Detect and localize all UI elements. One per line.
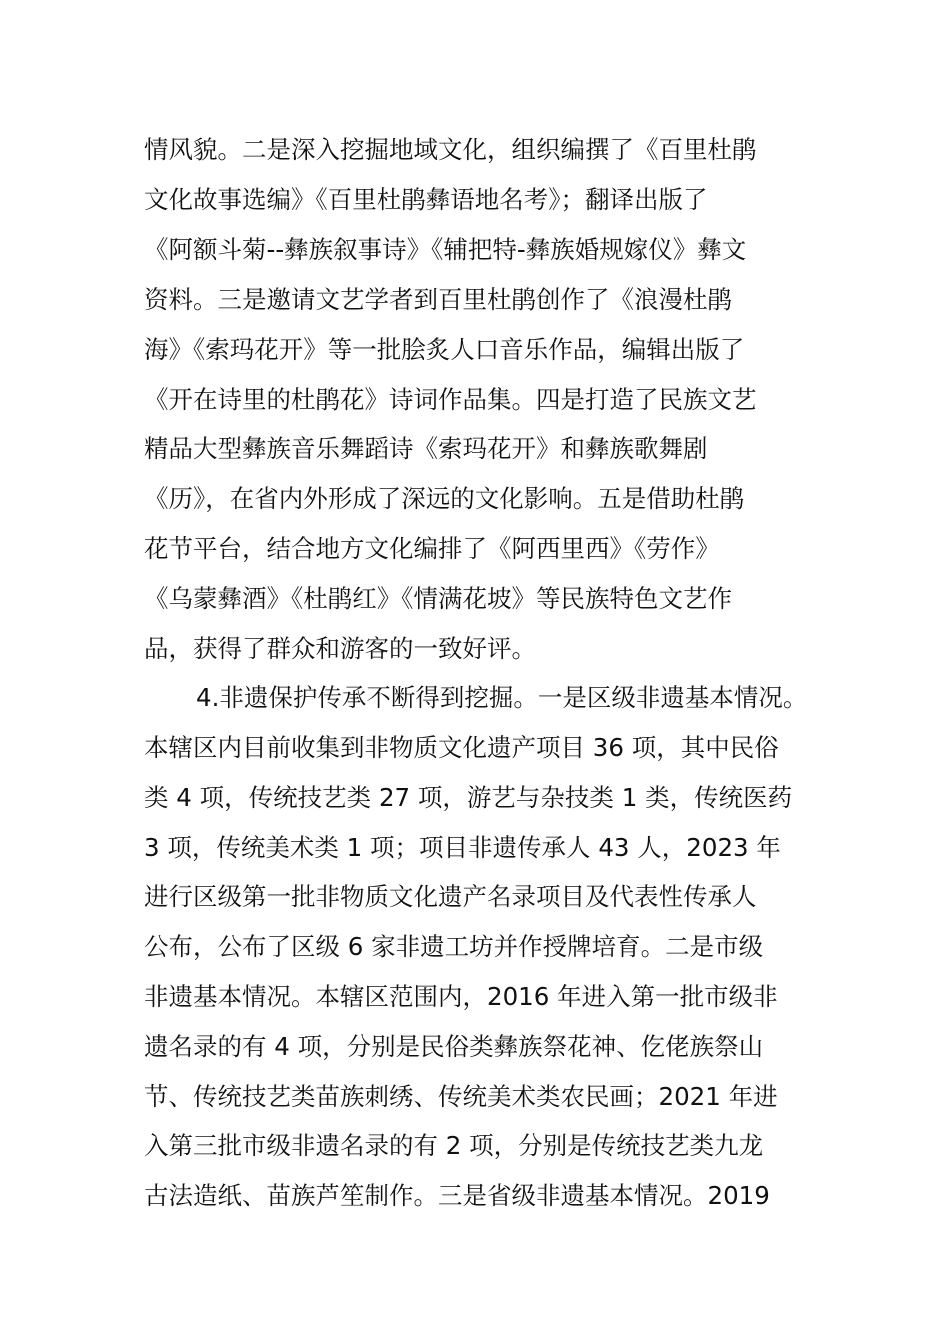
text-line: 入第三批市级非遗名录的有 2 项，分别是传统技艺类九龙 bbox=[144, 1131, 764, 1160]
text-line: 古法造纸、苗族芦笙制作。三是省级非遗基本情况。2019 bbox=[144, 1181, 770, 1210]
text-line: 资料。三是邀请文艺学者到百里杜鹃创作了《浪漫杜鹃 bbox=[144, 285, 732, 314]
text-line: 文化故事选编》《百里杜鹃彝语地名考》；翻译出版了 bbox=[144, 185, 708, 214]
text-line: 4.非遗保护传承不断得到挖掘。一是区级非遗基本情况。 bbox=[196, 683, 808, 712]
text-line: 精品大型彝族音乐舞蹈诗《索玛花开》和彝族歌舞剧 bbox=[144, 434, 708, 463]
text-line: 类 4 项，传统技艺类 27 项，游艺与杂技类 1 类，传统医药 bbox=[144, 783, 793, 812]
text-line: 花节平台，结合地方文化编排了《阿西里西》《劳作》 bbox=[144, 534, 720, 563]
text-line: 品，获得了群众和游客的一致好评。 bbox=[144, 634, 536, 663]
text-line: 遗名录的有 4 项，分别是民俗类彝族祭花神、仡佬族祭山 bbox=[144, 1032, 764, 1061]
text-line: 《阿额斗菊--彝族叙事诗》《辅把特-彝族婚规嫁仪》彝文 bbox=[144, 235, 747, 264]
text-line: 进行区级第一批非物质文化遗产名录项目及代表性传承人 bbox=[144, 882, 757, 911]
text-line: 情风貌。二是深入挖掘地域文化，组织编撰了《百里杜鹃 bbox=[144, 135, 757, 164]
text-line: 《乌蒙彝酒》《杜鹃红》《情满花坡》等民族特色文艺作 bbox=[144, 584, 732, 613]
text-line: 公布，公布了区级 6 家非遗工坊并作授牌培育。二是市级 bbox=[144, 932, 764, 961]
text-line: 《开在诗里的杜鹃花》诗词作品集。四是打造了民族文艺 bbox=[144, 385, 757, 414]
text-line: 海》《索玛花开》等一批脍炙人口音乐作品，编辑出版了 bbox=[144, 335, 745, 364]
text-line: 本辖区内目前收集到非物质文化遗产项目 36 项，其中民俗 bbox=[144, 733, 779, 762]
text-line: 3 项，传统美术类 1 项；项目非遗传承人 43 人，2023 年 bbox=[144, 833, 781, 862]
text-line: 节、传统技艺类苗族刺绣、传统美术类农民画；2021 年进 bbox=[144, 1082, 778, 1111]
text-line: 《历》，在省内外形成了深远的文化影响。五是借助杜鹃 bbox=[144, 484, 745, 513]
text-line: 非遗基本情况。本辖区范围内，2016 年进入第一批市级非 bbox=[144, 982, 778, 1011]
